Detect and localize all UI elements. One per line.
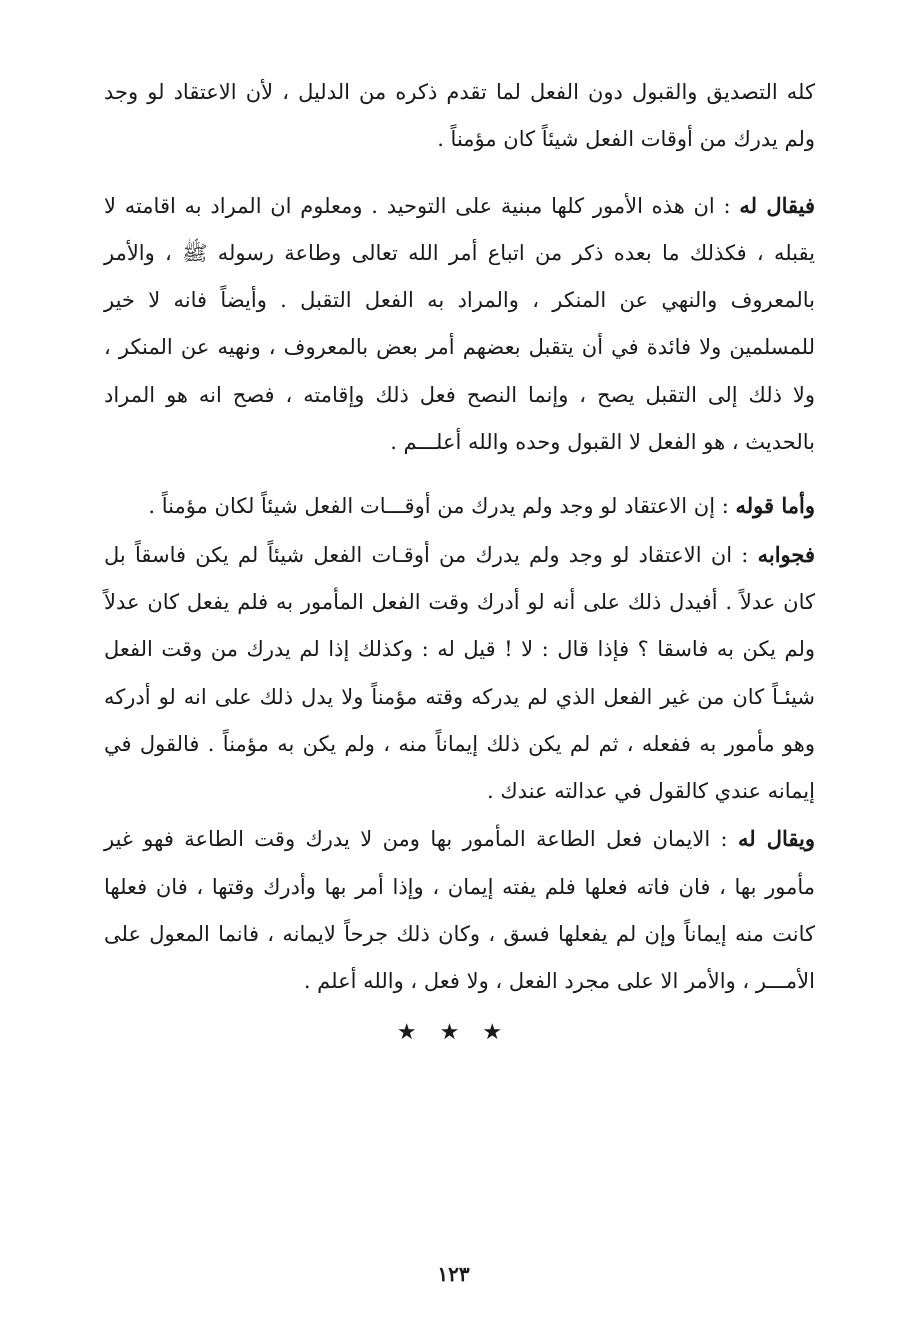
paragraph-1 [104,68,815,164]
paragraph-2-lead: فيقال له [739,192,815,218]
body-text [104,68,815,1006]
paragraph-4-lead: فجوابه [757,541,815,567]
paragraph-4 [104,531,815,816]
page-number: ١٢٣ [437,1262,470,1286]
paragraph-2-text: : ان هذه الأمور كلها مبنية على التوحيد . ومعلوم ان المراد به اقامته لا يقبله ، فكذلك ما بعده ذكر من اتباع أمر الله تعالى وطاعة رسوله ﷺ ، والأمر بالمعروف والنهي عن المنكر ، والمراد به الفعل التقبل . وأيضاً فانه لا خير للمسلمين ولا فائدة في أن يتقبل بعضهم أمر بعض بالمعروف ، ونهيه عن المنكر ، ولا ذلك إلى التقبل يصح ، وإنما النصح فعل ذلك وإقامته ، فصح انه هو المراد بالحديث ، هو الفعل لا القبول وحده والله أعلـــم . [104,193,815,455]
paragraph-4-text: : ان الاعتقاد لو وجد ولم يدرك من أوقـات الفعل شيئاً لم يكن فاسقاً بل كان عدلاً . أفيدل ذلك على أنه لو أدرك وقت الفعل المأمور به فلم يفعل كان عدلاً ولم يكن به فاسقا ؟ فإذا قال : لا ! قيل له : وكذلك إذا لم يدرك من وقت الفعل شيئـاً كان من غير الفعل الذي لم يدركه وقته مؤمناً ولا يدل ذلك على انه لو أدركه وهو مأمور به ففعله ، ثم لم يكن ذلك إيماناً منه ، ولم يكن به مؤمناً . فالقول في إيمانه عندي كالقول في عدالته عندك . [104,542,815,804]
paragraph-3-text: : إن الاعتقاد لو وجد ولم يدرك من أوقـــات الفعل شيئاً لكان مؤمناً . [148,494,729,519]
paragraph-5-lead: ويقال له [738,826,815,852]
paragraph-3-lead: وأما قوله [735,493,815,519]
section-ornament: ★ ★ ★ [396,1020,511,1045]
paragraph-5-text: : الايمان فعل الطاعة المأمور بها ومن لا يدرك وقت الطاعة فهو غير مأمور بها ، فان فاته فعلها فلم يفته إيمان ، وإذا أمر بها وأدرك وقتها ، فان فعلها كانت منه إيماناً وإن لم يفعلها فسق ، وكان ذلك جرحاً لايمانه ، فانما المعول على الأمـــر ، والأمر الا على مجرد الفعل ، ولا فعل ، والله أعلم . [104,827,815,994]
paragraph-1-text: كله التصديق والقبول دون الفعل لما تقدم ذكره من الدليل ، لأن الاعتقاد لو وجد ولم يدرك من أوقات الفعل شيئاً كان مؤمناً . [104,80,815,152]
paragraph-3 [104,482,815,530]
paragraph-5 [104,815,815,1005]
paragraph-2 [104,182,815,467]
